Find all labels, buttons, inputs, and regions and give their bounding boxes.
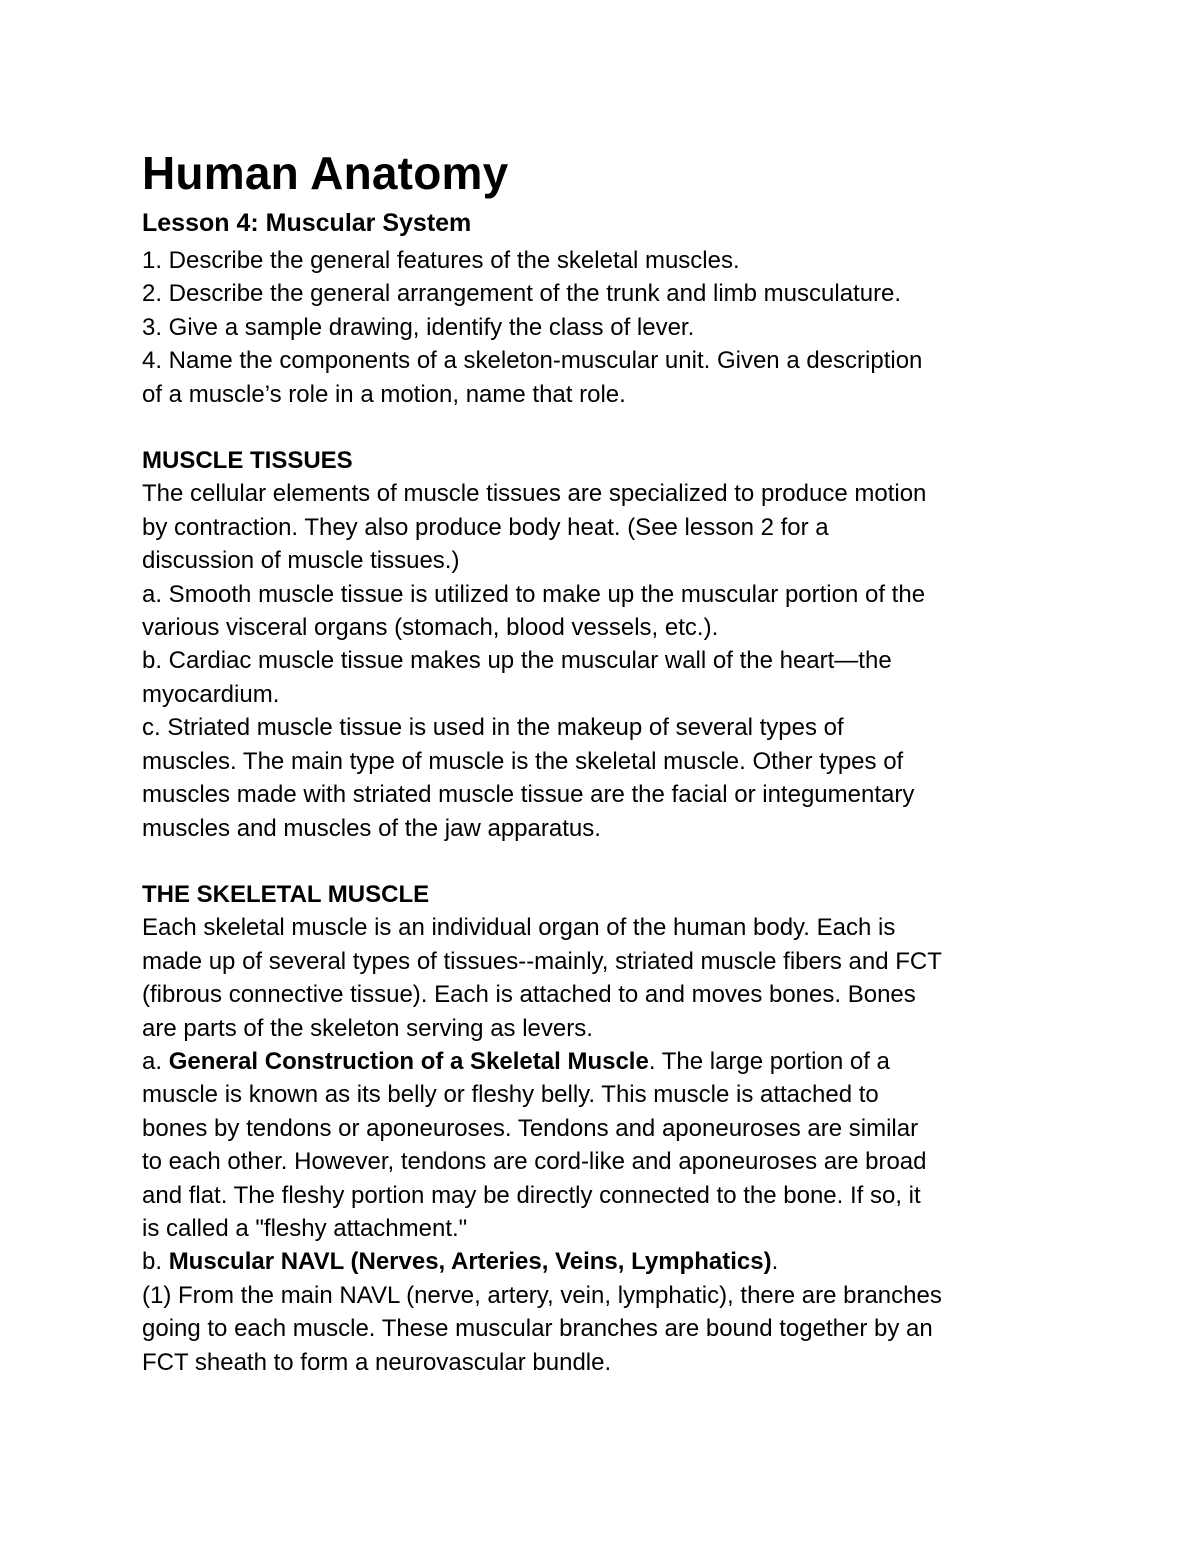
paragraph-line: muscles made with striated muscle tissue are the facial or integumentary — [142, 781, 915, 809]
paragraph-line: FCT sheath to form a neurovascular bundle. — [142, 1348, 612, 1376]
paragraph-line: a. Smooth muscle tissue is utilized to make up the muscular portion of the — [142, 580, 926, 608]
objective-line: 4. Name the components of a skeleton-muscular unit. Given a description — [142, 347, 923, 375]
objective-line: 1. Describe the general features of the skeletal muscles. — [142, 247, 740, 274]
objective-line: 2. Describe the general arrangement of the trunk and limb musculature. — [142, 280, 902, 308]
paragraph-line: (1) From the main NAVL (nerve, artery, vein, lymphatic), there are branches — [142, 1281, 942, 1309]
subsection-b-prefix: b. — [142, 1248, 169, 1276]
page-title: Human Anatomy — [142, 147, 509, 199]
paragraph-line: and flat. The fleshy portion may be directly connected to the bone. If so, it — [142, 1181, 921, 1209]
subsection-b-title: Muscular NAVL (Nerves, Arteries, Veins, Lymphatics) — [168, 1248, 772, 1276]
objective-line: of a muscle’s role in a motion, name that role. — [142, 380, 626, 408]
paragraph-line: to each other. However, tendons are cord-like and aponeuroses are broad — [142, 1148, 927, 1176]
paragraph-line: c. Striated muscle tissue is used in the makeup of several types of — [142, 714, 844, 742]
document-page — [142, 142, 1072, 1379]
lesson-subtitle: Lesson 4: Muscular System — [142, 209, 472, 237]
paragraph-line: various visceral organs (stomach, blood vessels, etc.). — [142, 614, 719, 642]
objective-line: 3. Give a sample drawing, identify the class of lever. — [142, 313, 695, 341]
section-heading: MUSCLE TISSUES — [142, 447, 353, 475]
paragraph-line: are parts of the skeleton serving as levers. — [142, 1014, 593, 1042]
paragraph-line: made up of several types of tissues--mainly, striated muscle fibers and FCT — [142, 947, 942, 975]
subsection-a-text: . The large portion of a — [648, 1047, 890, 1075]
paragraph-line: going to each muscle. These muscular branches are bound together by an — [142, 1315, 933, 1343]
skeletal-muscle-section — [142, 878, 1072, 1379]
subsection-a-prefix: a. — [142, 1047, 169, 1075]
subsection-b-text: . — [771, 1248, 779, 1276]
section-heading: THE SKELETAL MUSCLE — [142, 880, 430, 908]
paragraph-line: muscles and muscles of the jaw apparatus. — [142, 814, 601, 842]
paragraph-line: myocardium. — [142, 680, 280, 708]
paragraph-line: bones by tendons or aponeuroses. Tendons and aponeuroses are similar — [142, 1114, 919, 1142]
paragraph-line: by contraction. They also produce body heat. (See lesson 2 for a — [142, 513, 829, 541]
objectives-list — [142, 244, 1072, 411]
paragraph-line: discussion of muscle tissues.) — [142, 547, 460, 575]
paragraph-line: muscle is known as its belly or fleshy belly. This muscle is attached to — [142, 1081, 879, 1109]
paragraph-line: (fibrous connective tissue). Each is attached to and moves bones. Bones — [142, 981, 916, 1009]
subsection-a-line — [142, 1045, 1072, 1078]
muscle-tissues-section — [142, 444, 1072, 845]
paragraph-line: b. Cardiac muscle tissue makes up the muscular wall of the heart—the — [142, 647, 892, 675]
subsection-a-title: General Construction of a Skeletal Muscle — [168, 1047, 649, 1075]
paragraph-line: Each skeletal muscle is an individual organ of the human body. Each is — [142, 914, 896, 942]
paragraph-line: The cellular elements of muscle tissues are specialized to produce motion — [142, 480, 927, 508]
paragraph-line: is called a "fleshy attachment." — [142, 1214, 468, 1242]
paragraph-line: muscles. The main type of muscle is the skeletal muscle. Other types of — [142, 747, 904, 775]
subsection-b-line — [142, 1245, 1072, 1278]
